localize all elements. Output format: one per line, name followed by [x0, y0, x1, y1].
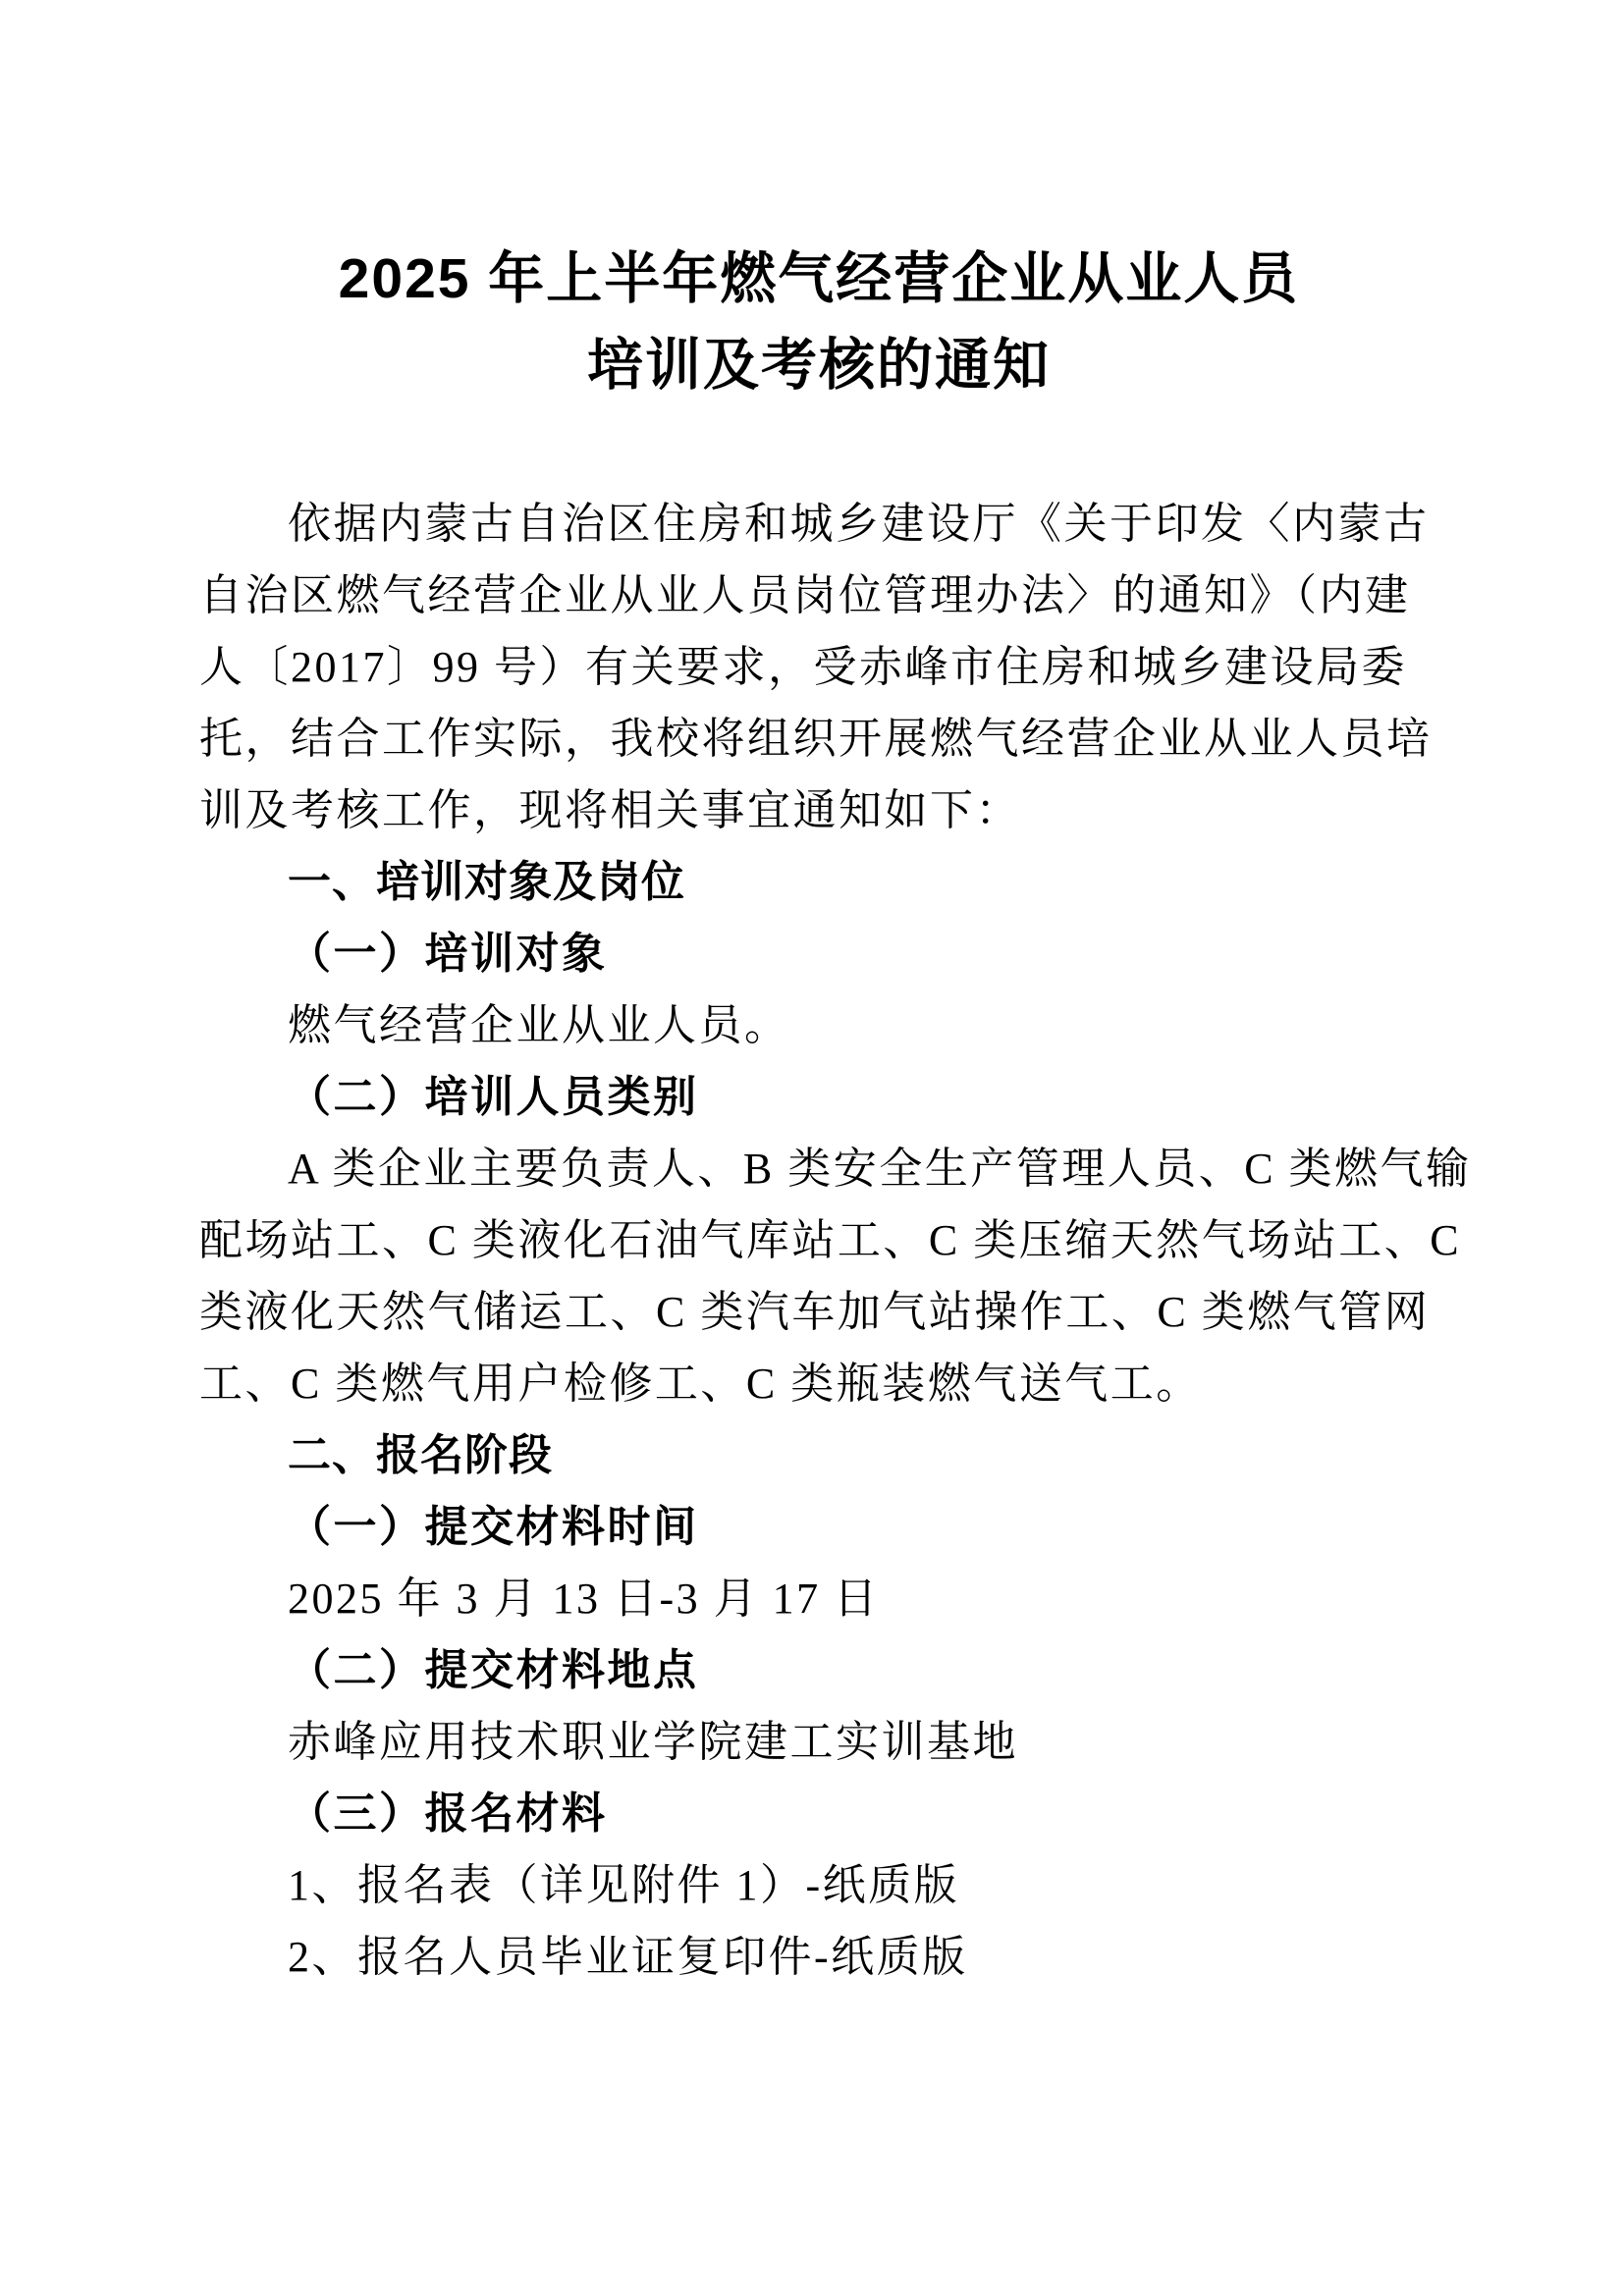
subsection-heading: （二）培训人员类别	[288, 1073, 699, 1121]
title-line-1: 2025 年上半年燃气经营企业从业人员	[338, 247, 1300, 310]
paragraph-line: 依据内蒙古自治区住房和城乡建设厅《关于印发〈内蒙古	[288, 500, 1430, 548]
paragraph-line: 类液化天然气储运工、C 类汽车加气站操作工、C 类燃气管网	[199, 1288, 1431, 1336]
section-heading-2: 二、报名阶段	[288, 1431, 553, 1479]
paragraph-line: 托，结合工作实际，我校将组织开展燃气经营企业从业人员培	[199, 715, 1433, 763]
title-line-2: 培训及考核的通知	[587, 334, 1051, 397]
subsection-heading: （一）提交材料时间	[288, 1503, 699, 1551]
paragraph-line: 燃气经营企业从业人员。	[288, 1001, 790, 1049]
paragraph-line: A 类企业主要负责人、B 类安全生产管理人员、C 类燃气输	[288, 1145, 1472, 1193]
document-body	[199, 236, 1472, 1993]
subsection-heading: （一）培训对象	[288, 930, 608, 978]
paragraph-line: 2025 年 3 月 13 日-3 月 17 日	[288, 1575, 880, 1623]
paragraph-line: 工、C 类燃气用户检修工、C 类瓶装燃气送气工。	[199, 1360, 1202, 1408]
document-text	[199, 488, 1472, 1993]
paragraph-line: 配场站工、C 类液化石油气库站工、C 类压缩天然气场站工、C	[199, 1216, 1462, 1264]
paragraph-line: 人〔2017〕99 号）有关要求，受赤峰市住房和城乡建设局委	[199, 643, 1407, 691]
list-item-line: 2、报名人员毕业证复印件-纸质版	[288, 1933, 968, 1981]
section-heading-1: 一、培训对象及岗位	[288, 858, 685, 906]
subsection-heading: （三）报名材料	[288, 1789, 608, 1838]
subsection-heading: （二）提交材料地点	[288, 1646, 699, 1694]
document-title	[199, 236, 1438, 408]
list-item-line: 1、报名表（详见附件 1）-纸质版	[288, 1861, 960, 1909]
paragraph-line: 赤峰应用技术职业学院建工实训基地	[288, 1718, 1018, 1766]
paragraph-line: 自治区燃气经营企业从业人员岗位管理办法〉的通知》（内建	[199, 571, 1411, 619]
paragraph-line: 训及考核工作，现将相关事宜通知如下：	[199, 786, 1021, 834]
